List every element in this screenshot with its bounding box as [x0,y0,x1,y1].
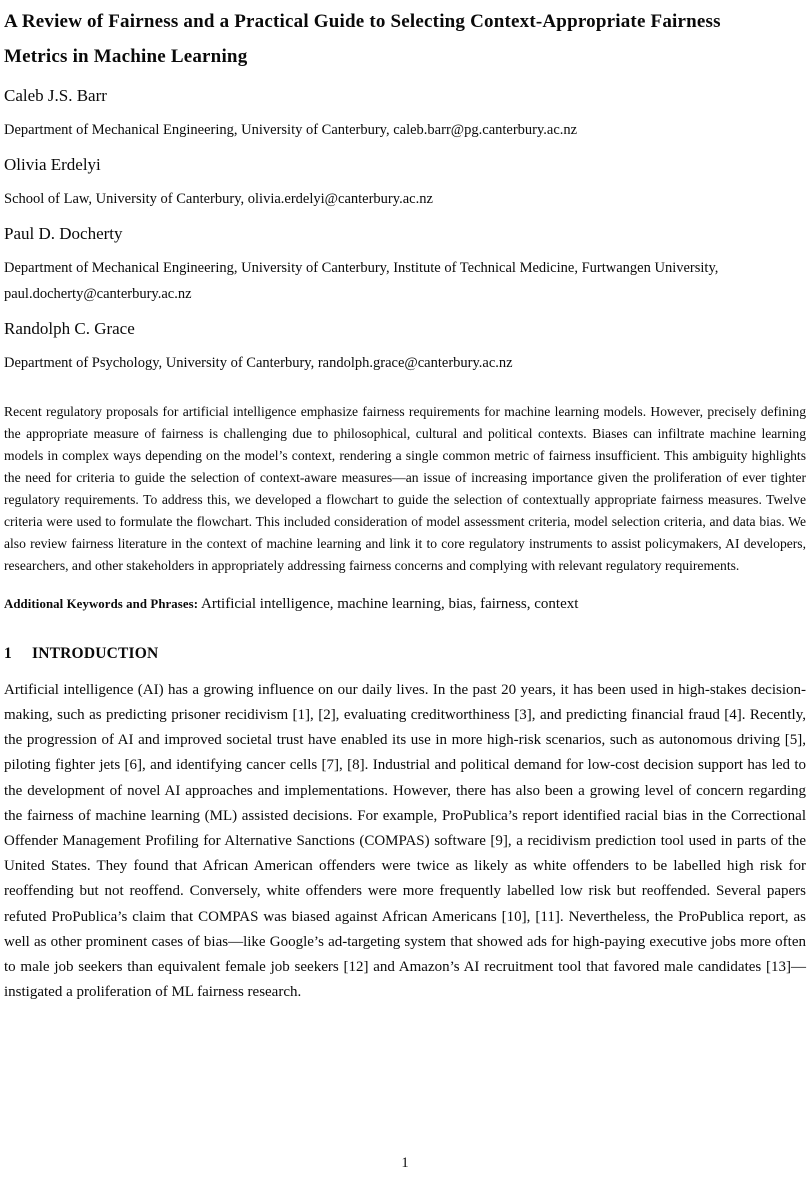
author-name: Paul D. Docherty [4,224,123,243]
section-number: 1 [4,645,12,662]
keywords-line [4,594,806,614]
introduction-paragraph: Artificial intelligence (AI) has a growing influence on our daily lives. In the past 20 years, it has been used in high-stakes decision-making, such as predicting prisoner recidivism [1], [2], evaluating creditworthiness [3], and predicting financial fraud [4]. Recently, the progression of AI and improved societal trust have enabled its use in more high-risk scenarios, such as autonomous driving [5], piloting fighter jets [6], and identifying cancer cells [7], [8]. Industrial and political demand for low-cost decision support has led to the development of novel AI approaches and implementations. However, there has also been a growing level of concern regarding the fairness of machine learning (ML) assisted decisions. For example, ProPublica’s report identified racial bias in the Correctional Offender Management Profiling for Alternative Sanctions (COMPAS) software [9], a recidivism prediction tool used in parts of the United States. They found that African American offenders were twice as likely as white offenders to be labelled high risk for reoffending but not reoffend. Conversely, white offenders were more frequently labelled low risk but reoffended. Several papers refuted ProPublica’s claim that COMPAS was biased against African Americans [10], [11]. Nevertheless, the ProPublica report, as well as other prominent cases of bias—like Google’s ad-targeting system that showed ads for high-paying executive jobs more often to male job seekers than equivalent female job seekers [12] and Amazon’s AI recruitment tool that favored male candidates [13]—instigated a proliferation of ML fairness research. [4,681,806,1001]
author-affiliation: School of Law, University of Canterbury, olivia.erdelyi@canterbury.ac.nz [4,191,433,207]
page-number: 1 [401,1155,409,1171]
paper-title: A Review of Fairness and a Practical Guide to Selecting Context-Appropriate Fairness Metrics in Machine Learning [4,11,721,67]
author-block [4,84,806,376]
author-name: Olivia Erdelyi [4,155,101,174]
author-affiliation: Department of Mechanical Engineering, University of Canterbury, Institute of Technical Medicine, Furtwangen University, paul.docherty@canterbury.ac.nz [4,260,719,302]
author-name: Caleb J.S. Barr [4,86,107,105]
author-name: Randolph C. Grace [4,319,135,338]
keywords-text: Artificial intelligence, machine learning, bias, fairness, context [198,596,579,612]
abstract-text: Recent regulatory proposals for artificial intelligence emphasize fairness requirements for machine learning models. However, precisely defining the appropriate measure of fairness is challenging due to philosophical, cultural and political contexts. Biases can infiltrate machine learning models in complex ways depending on the model’s context, rendering a single common metric of fairness insufficient. This ambiguity highlights the need for criteria to guide the selection of context-aware measures—an issue of increasing importance given the proliferation of ever tighter regulatory requirements. To address this, we developed a flowchart to guide the selection of contextually appropriate fairness measures. Twelve criteria were used to formulate the flowchart. This included consideration of model assessment criteria, model selection criteria, and data bias. We also review fairness literature in the context of machine learning and link it to core regulatory instruments to assist policymakers, AI developers, researchers, and other stakeholders in appropriately addressing fairness concerns and complying with relevant regulatory requirements. [4,404,806,573]
section-heading-introduction [4,643,806,665]
section-title: INTRODUCTION [32,645,159,662]
author-affiliation: Department of Psychology, University of Canterbury, randolph.grace@canterbury.ac.nz [4,355,513,371]
keywords-label: Additional Keywords and Phrases: [4,597,199,611]
author-affiliation: Department of Mechanical Engineering, University of Canterbury, caleb.barr@pg.canterbury.ac.nz [4,122,578,138]
